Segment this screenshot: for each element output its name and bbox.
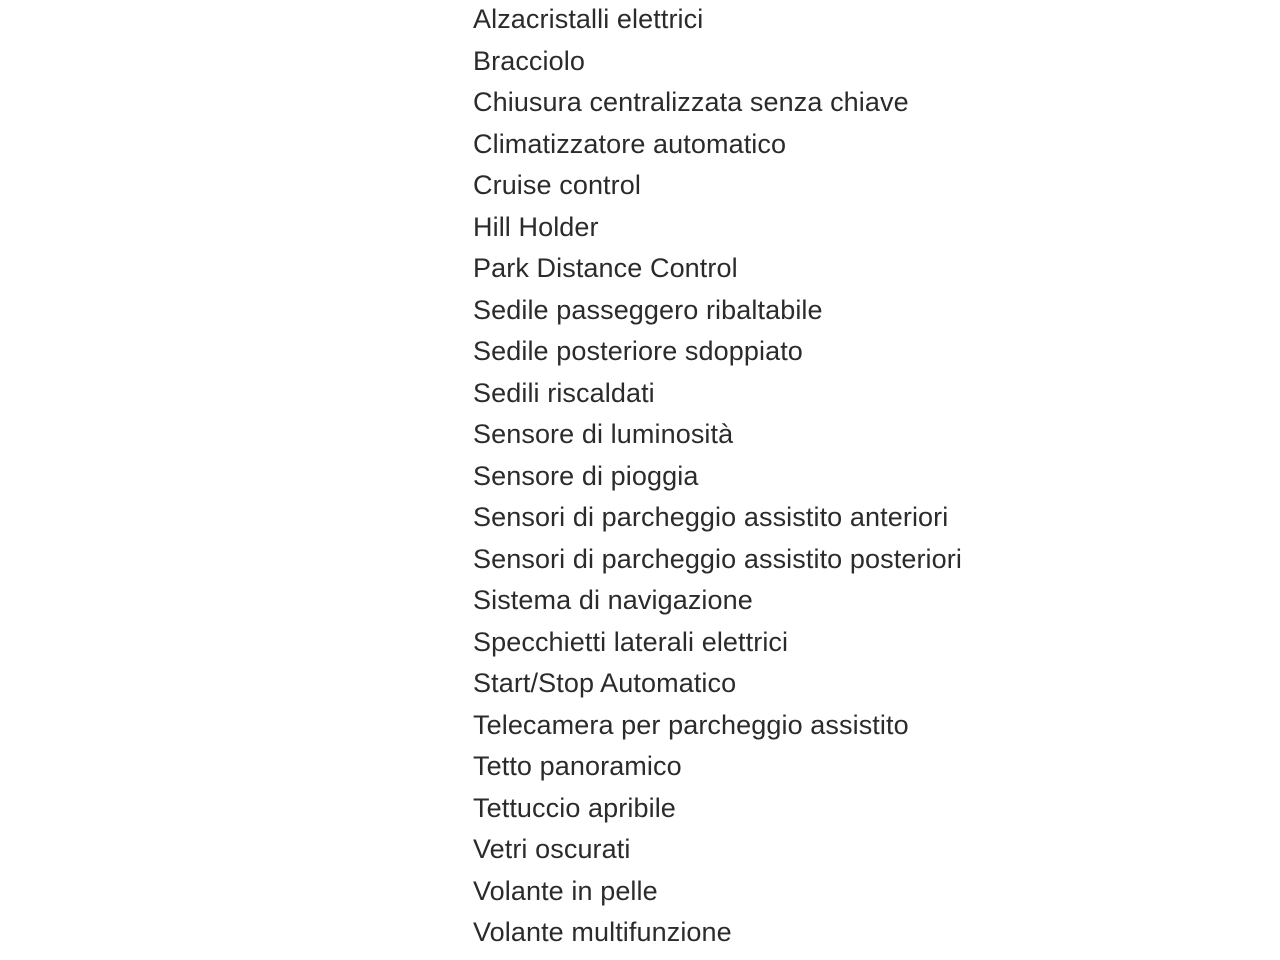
feature-item: Sensore di luminosità	[473, 419, 734, 449]
feature-item: Tettuccio apribile	[473, 792, 676, 823]
feature-item: Bracciolo	[473, 45, 585, 76]
feature-item: Sedile posteriore sdoppiato	[473, 336, 803, 366]
feature-item: Telecamera per parcheggio assistito	[473, 709, 909, 740]
feature-item: Sistema di navigazione	[473, 585, 753, 615]
feature-item: Sedili riscaldati	[473, 377, 655, 408]
feature-item: Hill Holder	[473, 211, 599, 242]
feature-item: Alzacristalli elettrici	[473, 4, 704, 34]
feature-item: Sensori di parcheggio assistito anteriori	[473, 502, 949, 532]
feature-item: Volante multifunzione	[473, 917, 732, 947]
feature-item: Tetto panoramico	[473, 751, 682, 781]
feature-item: Start/Stop Automatico	[473, 668, 737, 698]
feature-item: Vetri oscurati	[473, 834, 631, 864]
feature-item: Sedile passeggero ribaltabile	[473, 294, 823, 325]
feature-item: Climatizzatore automatico	[473, 128, 787, 159]
feature-item: Park Distance Control	[473, 253, 738, 283]
feature-list	[473, 0, 962, 955]
feature-item: Volante in pelle	[473, 875, 658, 906]
feature-item: Chiusura centralizzata senza chiave	[473, 87, 909, 117]
feature-item: Cruise control	[473, 170, 641, 200]
feature-item: Sensore di pioggia	[473, 460, 699, 491]
feature-item: Sensori di parcheggio assistito posteriori	[473, 543, 962, 574]
feature-item: Specchietti laterali elettrici	[473, 626, 789, 657]
